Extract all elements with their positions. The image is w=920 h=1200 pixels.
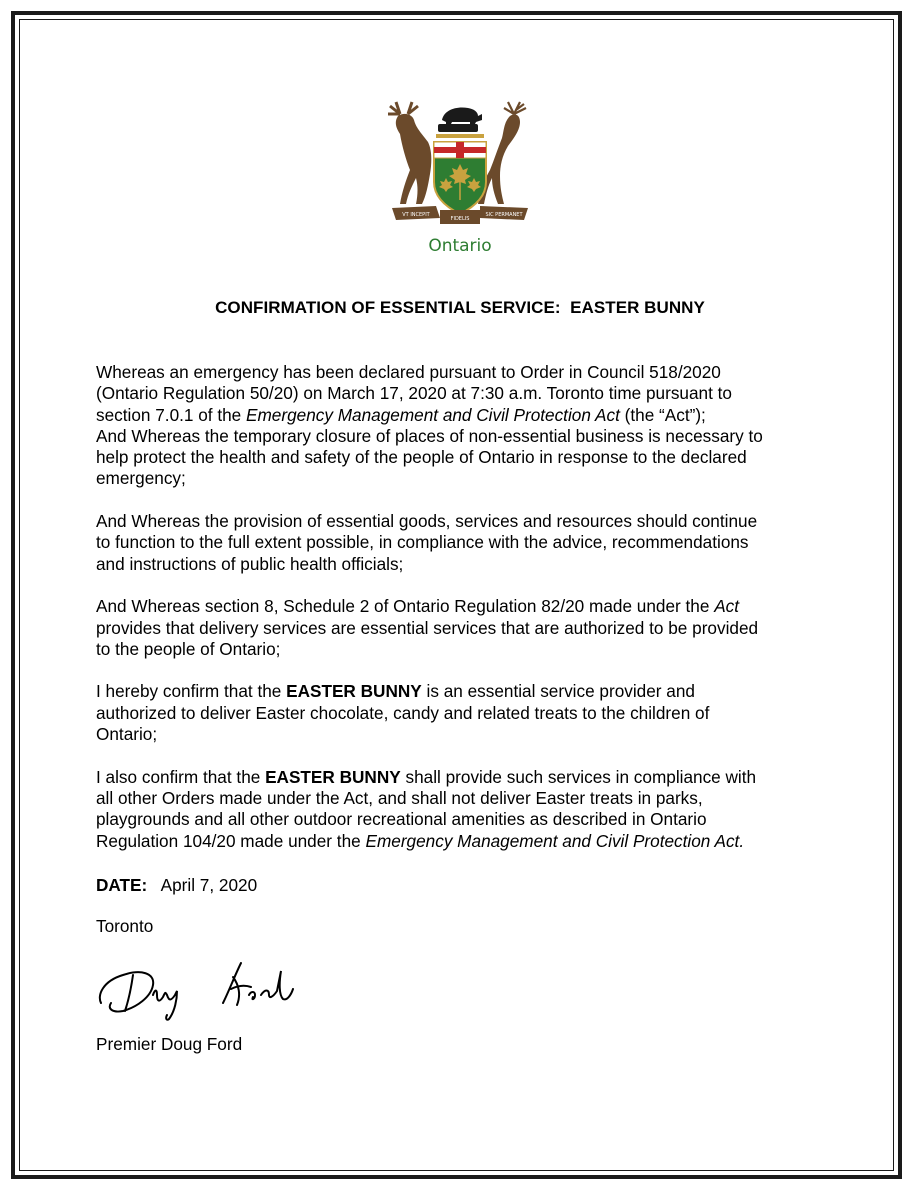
text-line bbox=[96, 405, 856, 426]
date-value: April 7, 2020 bbox=[160, 875, 258, 895]
text-line: all other Orders made under the Act, and shall not deliver Easter treats in parks, bbox=[96, 787, 703, 808]
text-span: I hereby confirm that the bbox=[96, 681, 287, 702]
easter-bunny-bold: EASTER BUNNY bbox=[265, 766, 401, 787]
signature-icon bbox=[93, 955, 303, 1025]
text-line: Whereas an emergency has been declared pursuant to Order in Council 518/2020 bbox=[96, 362, 721, 382]
paragraph-easter-bunny-confirmation bbox=[96, 681, 856, 745]
signer-name: Premier Doug Ford bbox=[96, 1034, 243, 1054]
city-name: Toronto bbox=[96, 916, 154, 936]
text-span: section 7.0.1 of the bbox=[96, 404, 247, 425]
text-line: authorized to deliver Easter chocolate, candy and related treats to the children of bbox=[96, 702, 710, 723]
text-line: provides that delivery services are essential services that are authorized to be provided bbox=[96, 617, 759, 638]
text-line: And Whereas the temporary closure of places of non-essential business is necessary to bbox=[96, 425, 763, 446]
text-span: (the “Act”); bbox=[619, 404, 706, 425]
handwritten-signature bbox=[93, 955, 303, 1025]
text-line: And Whereas the provision of essential goods, services and resources should continue bbox=[96, 511, 758, 532]
text-line: and instructions of public health officials; bbox=[96, 553, 404, 574]
paragraph-compliance bbox=[96, 767, 856, 852]
text-line: to the people of Ontario; bbox=[96, 638, 281, 659]
ontario-coat-of-arms bbox=[386, 100, 534, 262]
date-label: DATE: bbox=[96, 875, 148, 895]
act-name-italic: Emergency Management and Civil Protection Act bbox=[246, 404, 620, 425]
act-italic: Act bbox=[714, 596, 740, 617]
document-body bbox=[96, 362, 856, 852]
text-line: Ontario; bbox=[96, 724, 158, 745]
text-line: to function to the full extent possible, in compliance with the advice, recommendations bbox=[96, 532, 749, 553]
easter-bunny-bold: EASTER BUNNY bbox=[286, 681, 422, 702]
text-span: I also confirm that the bbox=[96, 766, 266, 787]
page-title: CONFIRMATION OF ESSENTIAL SERVICE: EASTER BUNNY bbox=[215, 298, 705, 317]
text-line: playgrounds and all other outdoor recreational amenities as described in Ontario bbox=[96, 809, 707, 830]
text-line bbox=[96, 596, 856, 617]
date-line bbox=[96, 875, 257, 896]
text-span: shall provide such services in compliance with bbox=[400, 766, 757, 787]
paragraph-essential-goods bbox=[96, 511, 856, 575]
text-line: (Ontario Regulation 50/20) on March 17, 2020 at 7:30 a.m. Toronto time pursuant to bbox=[96, 383, 732, 404]
motto-right-text: SIC PERMANET bbox=[485, 212, 523, 218]
motto-center-text: FIDELIS bbox=[450, 216, 470, 222]
crest-ontario-label: Ontario bbox=[428, 236, 492, 256]
text-line bbox=[96, 681, 856, 702]
text-span: Regulation 104/20 made under the bbox=[96, 830, 366, 851]
act-name-italic: Emergency Management and Civil Protection Act. bbox=[365, 830, 745, 851]
motto-left-text: VT INCEPIT bbox=[402, 212, 430, 218]
text-line bbox=[96, 767, 856, 788]
text-span: And Whereas section 8, Schedule 2 of Ontario Regulation 82/20 made under the bbox=[96, 596, 715, 617]
text-line: emergency; bbox=[96, 468, 186, 489]
text-line: help protect the health and safety of the people of Ontario in response to the declared bbox=[96, 447, 747, 468]
coat-of-arms-icon bbox=[386, 100, 534, 232]
text-line bbox=[96, 831, 856, 852]
paragraph-emergency-declaration bbox=[96, 362, 856, 490]
paragraph-delivery-services bbox=[96, 596, 856, 660]
text-span: is an essential service provider and bbox=[421, 681, 695, 702]
